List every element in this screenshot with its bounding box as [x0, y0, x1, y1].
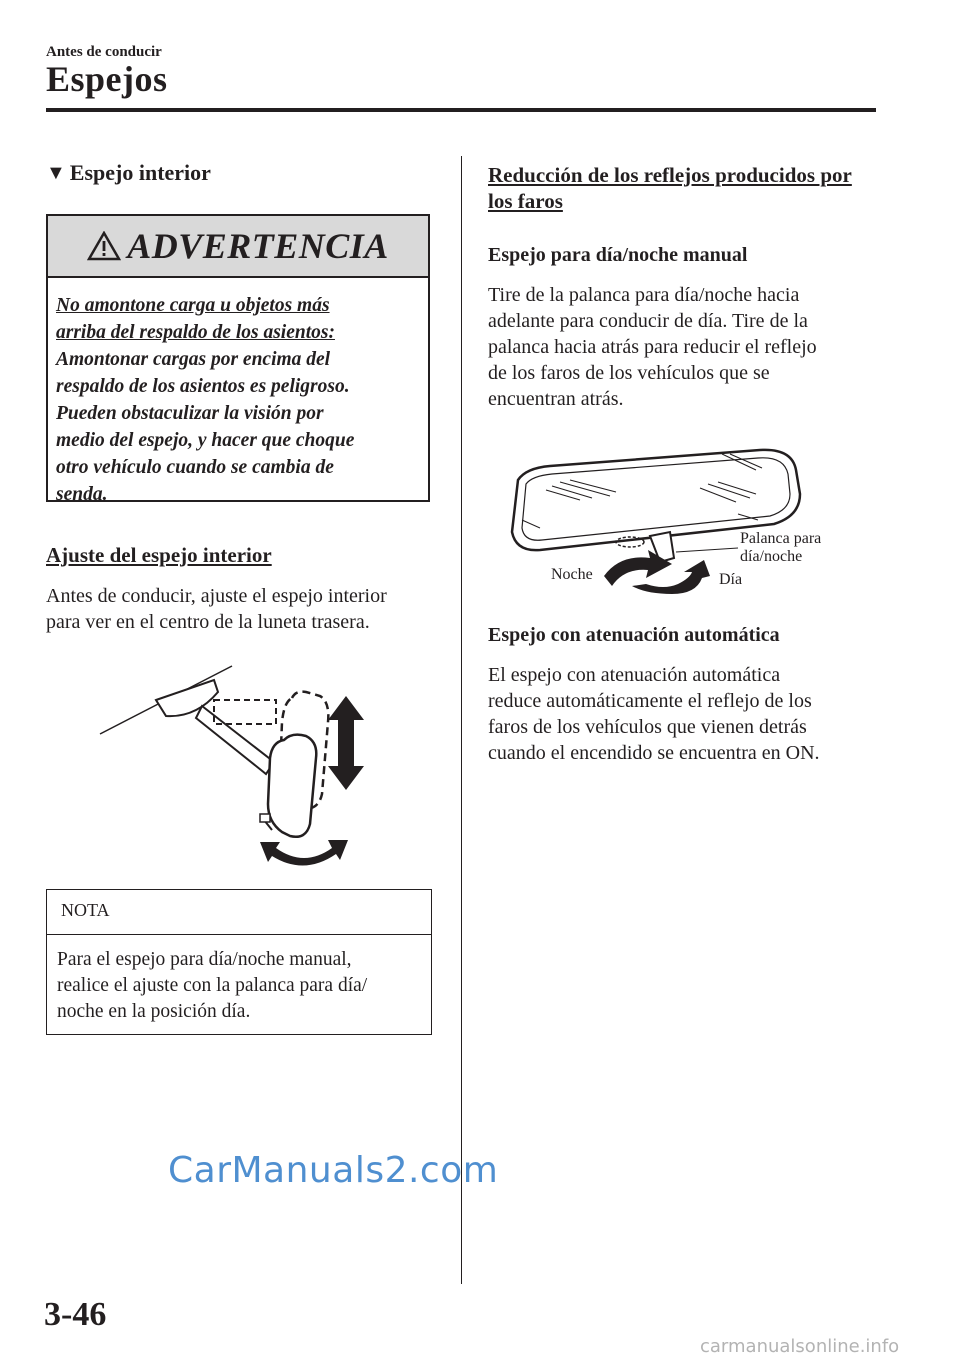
paragraph-line: cuando el encendido se encuentra en ON. [488, 742, 820, 764]
note-line: noche en la posición día. [57, 1001, 251, 1022]
paragraph-line: reduce automáticamente el reflejo de los [488, 690, 812, 712]
warning-body [48, 278, 428, 508]
paragraph-line: Antes de conducir, ajuste el espejo interior [46, 585, 387, 607]
day-night-mirror-illustration [500, 440, 810, 600]
heading-line: los faros [488, 189, 563, 213]
warning-line: medio del espejo, y hacer que choque [56, 430, 355, 451]
section-heading-text: Espejo interior [69, 160, 211, 185]
paragraph-line: encuentran atrás. [488, 388, 624, 410]
auto-heading: Espejo con atenuación automática [488, 624, 780, 646]
warning-triangle-icon [87, 231, 121, 261]
warning-line: No amontone carga u objetos más [56, 295, 330, 316]
paragraph-line: palanca hacia atrás para reducir el reflejo [488, 336, 817, 358]
column-divider [461, 156, 462, 1284]
paragraph-line: El espejo con atenuación automática [488, 664, 781, 686]
warning-line: arriba del respaldo de los asientos: [56, 322, 335, 343]
glare-heading [488, 162, 852, 214]
warning-line: Pueden obstaculizar la visión por [56, 403, 324, 424]
paragraph-line: de los faros de los vehículos que se [488, 362, 770, 384]
note-body [47, 935, 431, 1025]
warning-line: Amontonar cargas por encima del [56, 349, 331, 370]
footer-brand: carmanualsonline.info [700, 1336, 900, 1357]
warning-box [46, 214, 430, 505]
triangle-bullet-icon: ▼ [46, 161, 66, 184]
page-title: Espejos [46, 59, 168, 99]
auto-paragraph [488, 662, 820, 766]
paragraph-line: Tire de la palanca para día/noche hacia [488, 284, 800, 306]
night-label: Noche [551, 566, 593, 583]
mirror-adjust-illustration [96, 662, 366, 872]
day-label: Día [719, 571, 743, 588]
lever-label-line: día/noche [740, 548, 803, 565]
lever-label [740, 530, 821, 566]
watermark: CarManuals2.com [168, 1150, 499, 1191]
adjust-paragraph [46, 583, 387, 635]
note-line: Para el espejo para día/noche manual, [57, 949, 352, 970]
note-line: realice el ajuste con la palanca para día/ [57, 975, 368, 996]
paragraph-line: para ver en el centro de la luneta trasera. [46, 611, 370, 633]
page-number: 3-46 [44, 1296, 107, 1333]
breadcrumb: Antes de conducir [46, 44, 162, 60]
adjust-heading: Ajuste del espejo interior [46, 543, 272, 567]
warning-line: respaldo de los asientos es peligroso. [56, 376, 350, 397]
note-title: NOTA [47, 890, 431, 935]
section-heading [46, 160, 211, 186]
warning-line: senda. [56, 484, 108, 505]
lever-label-line: Palanca para [740, 530, 822, 547]
warning-line: otro vehículo cuando se cambia de [56, 457, 334, 478]
heading-line: Reducción de los reflejos producidos por [488, 163, 852, 187]
warning-header [48, 216, 428, 278]
paragraph-line: faros de los vehículos que vienen detrás [488, 716, 807, 738]
title-rule [46, 108, 876, 112]
warning-title: ADVERTENCIA [127, 226, 389, 266]
manual-paragraph [488, 282, 817, 412]
manual-heading: Espejo para día/noche manual [488, 244, 748, 266]
note-box [46, 889, 432, 1035]
paragraph-line: adelante para conducir de día. Tire de la [488, 310, 808, 332]
